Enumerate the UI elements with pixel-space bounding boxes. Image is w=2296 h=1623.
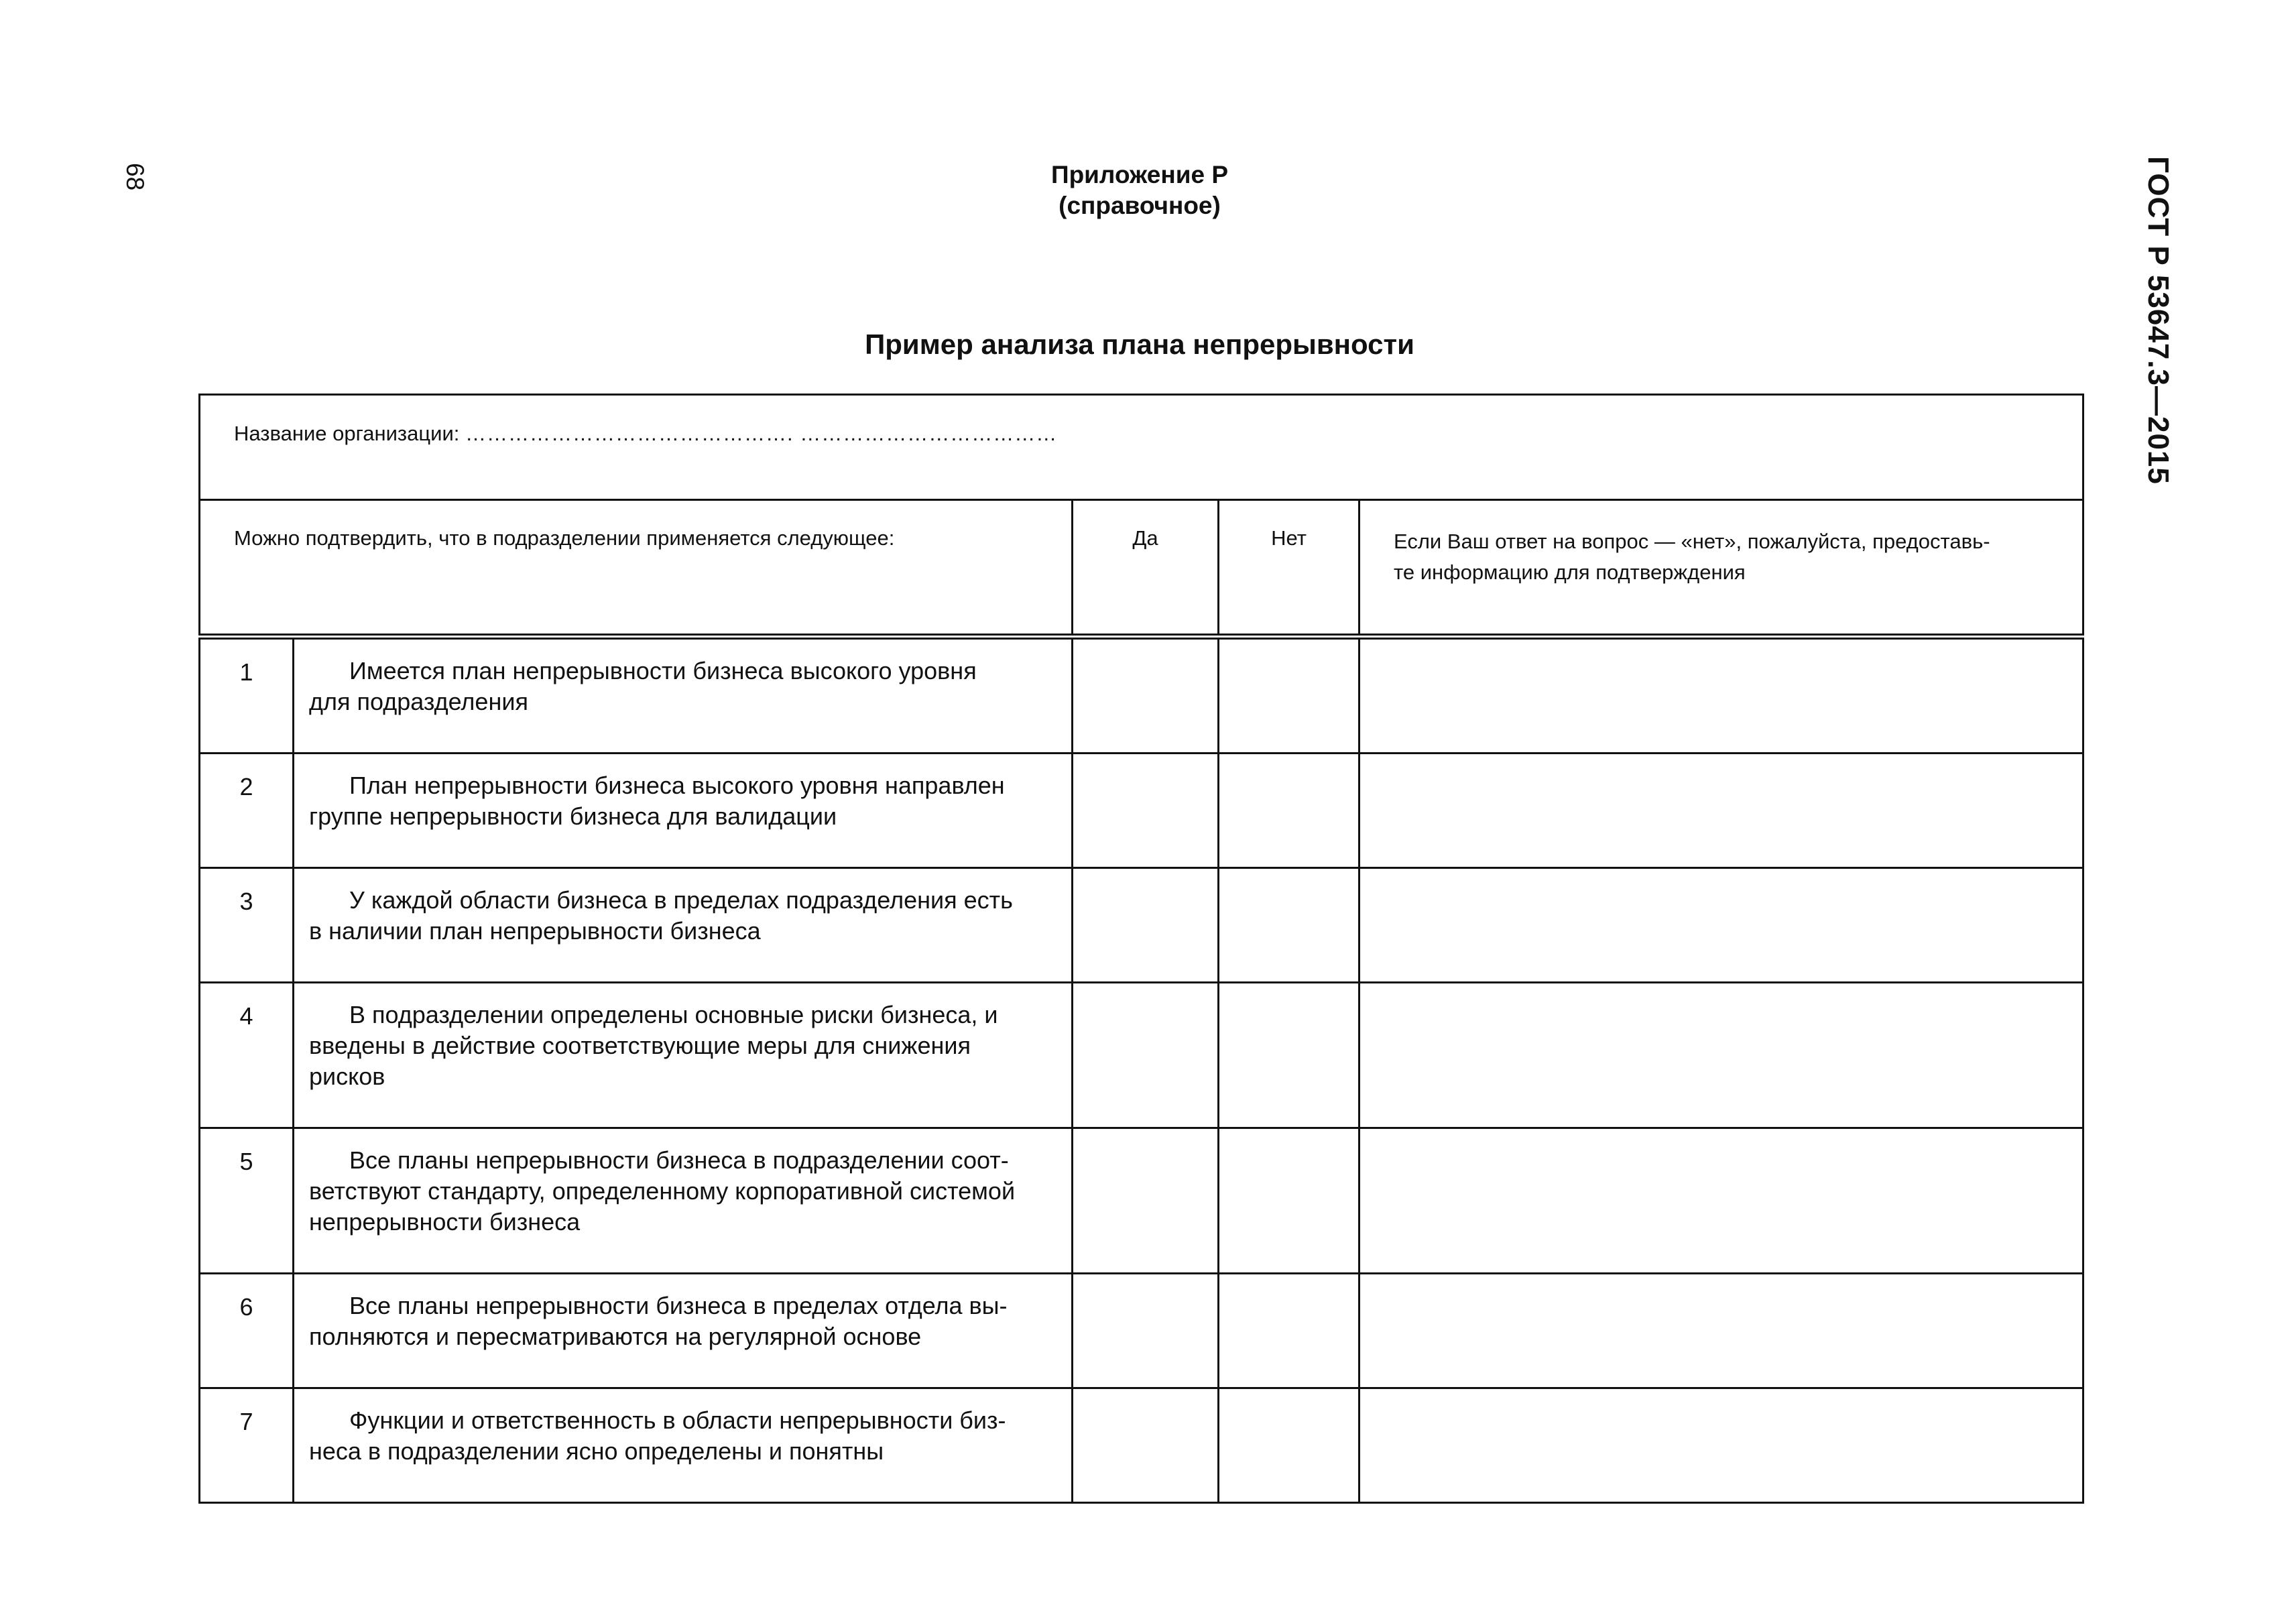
table-row [200,868,2083,983]
row-text-line: План непрерывности бизнеса высокого уровня направлен [349,772,1005,799]
row-number: 1 [200,637,294,754]
row-text-line: Функции и ответственность в области непрерывности биз- [349,1406,1006,1434]
continuity-analysis-table [198,394,2084,1504]
header-yes: Да [1073,500,1219,637]
row-number: 2 [200,754,294,868]
row-text [294,983,1073,1128]
table-row [200,637,2083,754]
org-name-label: Название организации: [234,422,460,445]
row-text-line: полняются и пересматриваются на регулярной основе [309,1323,922,1350]
row-text-line: Имеется план непрерывности бизнеса высокого уровня [349,657,977,684]
header-row [200,500,2083,637]
yes-cell[interactable] [1073,1128,1219,1274]
row-text-line: введены в действие соответствующие меры для снижения [309,1032,971,1059]
header-note-line: те информацию для подтверждения [1394,560,1746,584]
appendix-title: Приложение Р [1050,161,1229,188]
info-cell[interactable] [1360,754,2083,868]
document-code: ГОСТ Р 53647.3—2015 [2142,156,2175,485]
org-name-cell [200,395,2083,500]
row-text-line: Все планы непрерывности бизнеса в пределах отдела вы- [349,1292,1008,1319]
no-cell[interactable] [1219,868,1360,983]
row-text [294,1128,1073,1274]
row-text [294,1388,1073,1503]
row-number: 3 [200,868,294,983]
row-text-line: ветствуют стандарту, определенному корпоративной системой [309,1177,1016,1205]
row-text-line: Все планы непрерывности бизнеса в подразделении соот- [349,1146,1009,1174]
row-text [294,637,1073,754]
row-text-line: У каждой области бизнеса в пределах подразделения есть [349,886,1013,914]
row-text-line: рисков [309,1063,385,1090]
appendix-type: (справочное) [1059,192,1221,219]
table-row [200,983,2083,1128]
header-question: Можно подтвердить, что в подразделении применяется следующее: [200,500,1073,637]
no-cell[interactable] [1219,754,1360,868]
page-number: 68 [121,163,149,191]
row-number: 4 [200,983,294,1128]
info-cell[interactable] [1360,1274,2083,1388]
row-text-line: непрерывности бизнеса [309,1208,581,1236]
info-cell[interactable] [1360,637,2083,754]
yes-cell[interactable] [1073,1274,1219,1388]
row-text-line: в наличии план непрерывности бизнеса [309,917,761,945]
row-text-line: для подразделения [309,688,528,715]
no-cell[interactable] [1219,637,1360,754]
info-cell[interactable] [1360,868,2083,983]
row-text-line: группе непрерывности бизнеса для валидации [309,802,837,830]
row-text-line: неса в подразделении ясно определены и понятны [309,1437,884,1465]
header-no: Нет [1219,500,1360,637]
table-row [200,1274,2083,1388]
no-cell[interactable] [1219,1274,1360,1388]
no-cell[interactable] [1219,1388,1360,1503]
org-name-field[interactable]: ………………………………………. ……………………………… [465,422,1058,445]
org-row [200,395,2083,500]
no-cell[interactable] [1219,1128,1360,1274]
yes-cell[interactable] [1073,754,1219,868]
yes-cell[interactable] [1073,637,1219,754]
row-text [294,868,1073,983]
info-cell[interactable] [1360,983,2083,1128]
info-cell[interactable] [1360,1128,2083,1274]
no-cell[interactable] [1219,983,1360,1128]
page-title: Пример анализа плана непрерывности [865,328,1414,360]
yes-cell[interactable] [1073,1388,1219,1503]
yes-cell[interactable] [1073,868,1219,983]
row-number: 5 [200,1128,294,1274]
row-number: 6 [200,1274,294,1388]
header-note-line: Если Ваш ответ на вопрос — «нет», пожалуйста, предоставь- [1394,530,1990,553]
row-text [294,1274,1073,1388]
row-text [294,754,1073,868]
info-cell[interactable] [1360,1388,2083,1503]
row-number: 7 [200,1388,294,1503]
table-row [200,1128,2083,1274]
header-note [1360,500,2083,637]
table-row [200,1388,2083,1503]
table-row [200,754,2083,868]
row-text-line: В подразделении определены основные риски бизнеса, и [349,1001,998,1028]
yes-cell[interactable] [1073,983,1219,1128]
